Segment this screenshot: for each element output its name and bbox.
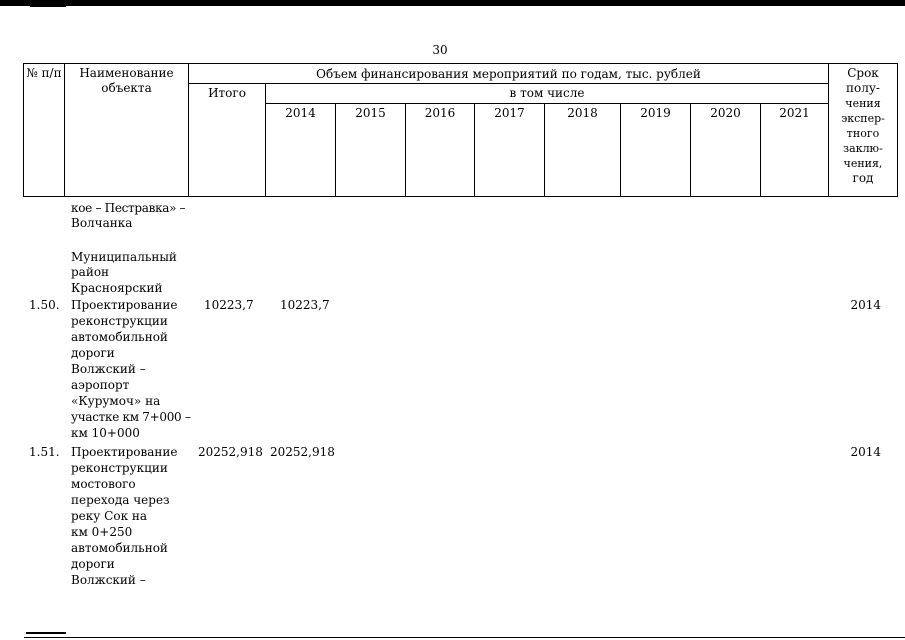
row-name-line: участке км 7+000 – — [71, 410, 191, 424]
district-heading-line: Красноярский — [71, 281, 163, 295]
row-name-line: «Курумоч» на — [71, 394, 161, 408]
row-name-line: реку Сок на — [71, 509, 148, 523]
header-name: Наименование объекта — [79, 66, 174, 95]
row-name-line: км 0+250 — [71, 525, 133, 539]
header-year-2016: 2016 — [424, 106, 456, 120]
row-name-line: Проектирование — [71, 445, 178, 459]
row-name-line: перехода через — [71, 493, 170, 507]
header-deadline-line: полу- — [846, 81, 880, 95]
header-deadline-line: год — [852, 171, 874, 185]
header-deadline-line: чения — [845, 97, 881, 110]
header-deadline-line: заклю- — [843, 142, 883, 155]
row-name-line: автомобильной — [71, 541, 168, 555]
header-year-2015: 2015 — [355, 106, 386, 120]
row-total: 10223,7 — [204, 298, 254, 312]
row-name-line: Волжский – — [71, 573, 146, 587]
row-total: 20252,918 — [198, 445, 263, 459]
scan-top-mark — [30, 5, 66, 7]
header-deadline-line: чения, — [843, 157, 883, 170]
continued-name-line: кое – Пестравка» – — [71, 201, 186, 215]
header-financing-title: Объем финансирования мероприятий по годам, тыс. рублей — [316, 67, 701, 81]
header-deadline-line: Срок — [847, 66, 879, 80]
header-deadline-line: экспер- — [841, 112, 885, 125]
header-divider — [188, 83, 828, 84]
scan-top-border — [0, 0, 905, 6]
scan-bottom-mark — [26, 632, 66, 634]
row-name-line: км 10+000 — [71, 426, 140, 440]
row-name-line: реконструкции — [71, 314, 168, 328]
header-year-2021: 2021 — [779, 106, 810, 120]
row-name-line: дороги — [71, 346, 115, 360]
row-name-line: автомобильной — [71, 330, 168, 344]
header-year-2014: 2014 — [285, 106, 316, 120]
page-number: 30 — [432, 43, 448, 57]
header-year-2020: 2020 — [710, 106, 741, 120]
row-number: 1.51. — [29, 445, 60, 459]
row-number: 1.50. — [29, 298, 60, 312]
header-year-2018: 2018 — [567, 106, 598, 120]
header-divider — [265, 103, 828, 104]
scan-bottom-border — [24, 637, 905, 638]
row-name-line: Волжский – — [71, 362, 146, 376]
header-year-2019: 2019 — [640, 106, 671, 120]
header-deadline-line: тного — [846, 127, 880, 140]
row-name-line: аэропорт — [71, 378, 130, 392]
header-year-2017: 2017 — [494, 106, 525, 120]
row-name-line: дороги — [71, 557, 115, 571]
row-2014-value: 20252,918 — [270, 445, 335, 459]
header-num: № п/п — [26, 66, 62, 80]
header-including: в том числе — [509, 86, 585, 100]
row-deadline: 2014 — [850, 298, 881, 312]
district-heading-line: район — [71, 265, 110, 279]
header-deadline — [829, 66, 897, 186]
continued-name-line: Волчанка — [71, 216, 133, 230]
header-total: Итого — [208, 86, 246, 100]
row-deadline: 2014 — [850, 445, 881, 459]
district-heading-line: Муниципальный — [71, 250, 177, 264]
row-name-line: реконструкции — [71, 461, 168, 475]
row-2014-value: 10223,7 — [280, 298, 330, 312]
row-name-line: мостового — [71, 477, 136, 491]
row-name-line: Проектирование — [71, 298, 178, 312]
